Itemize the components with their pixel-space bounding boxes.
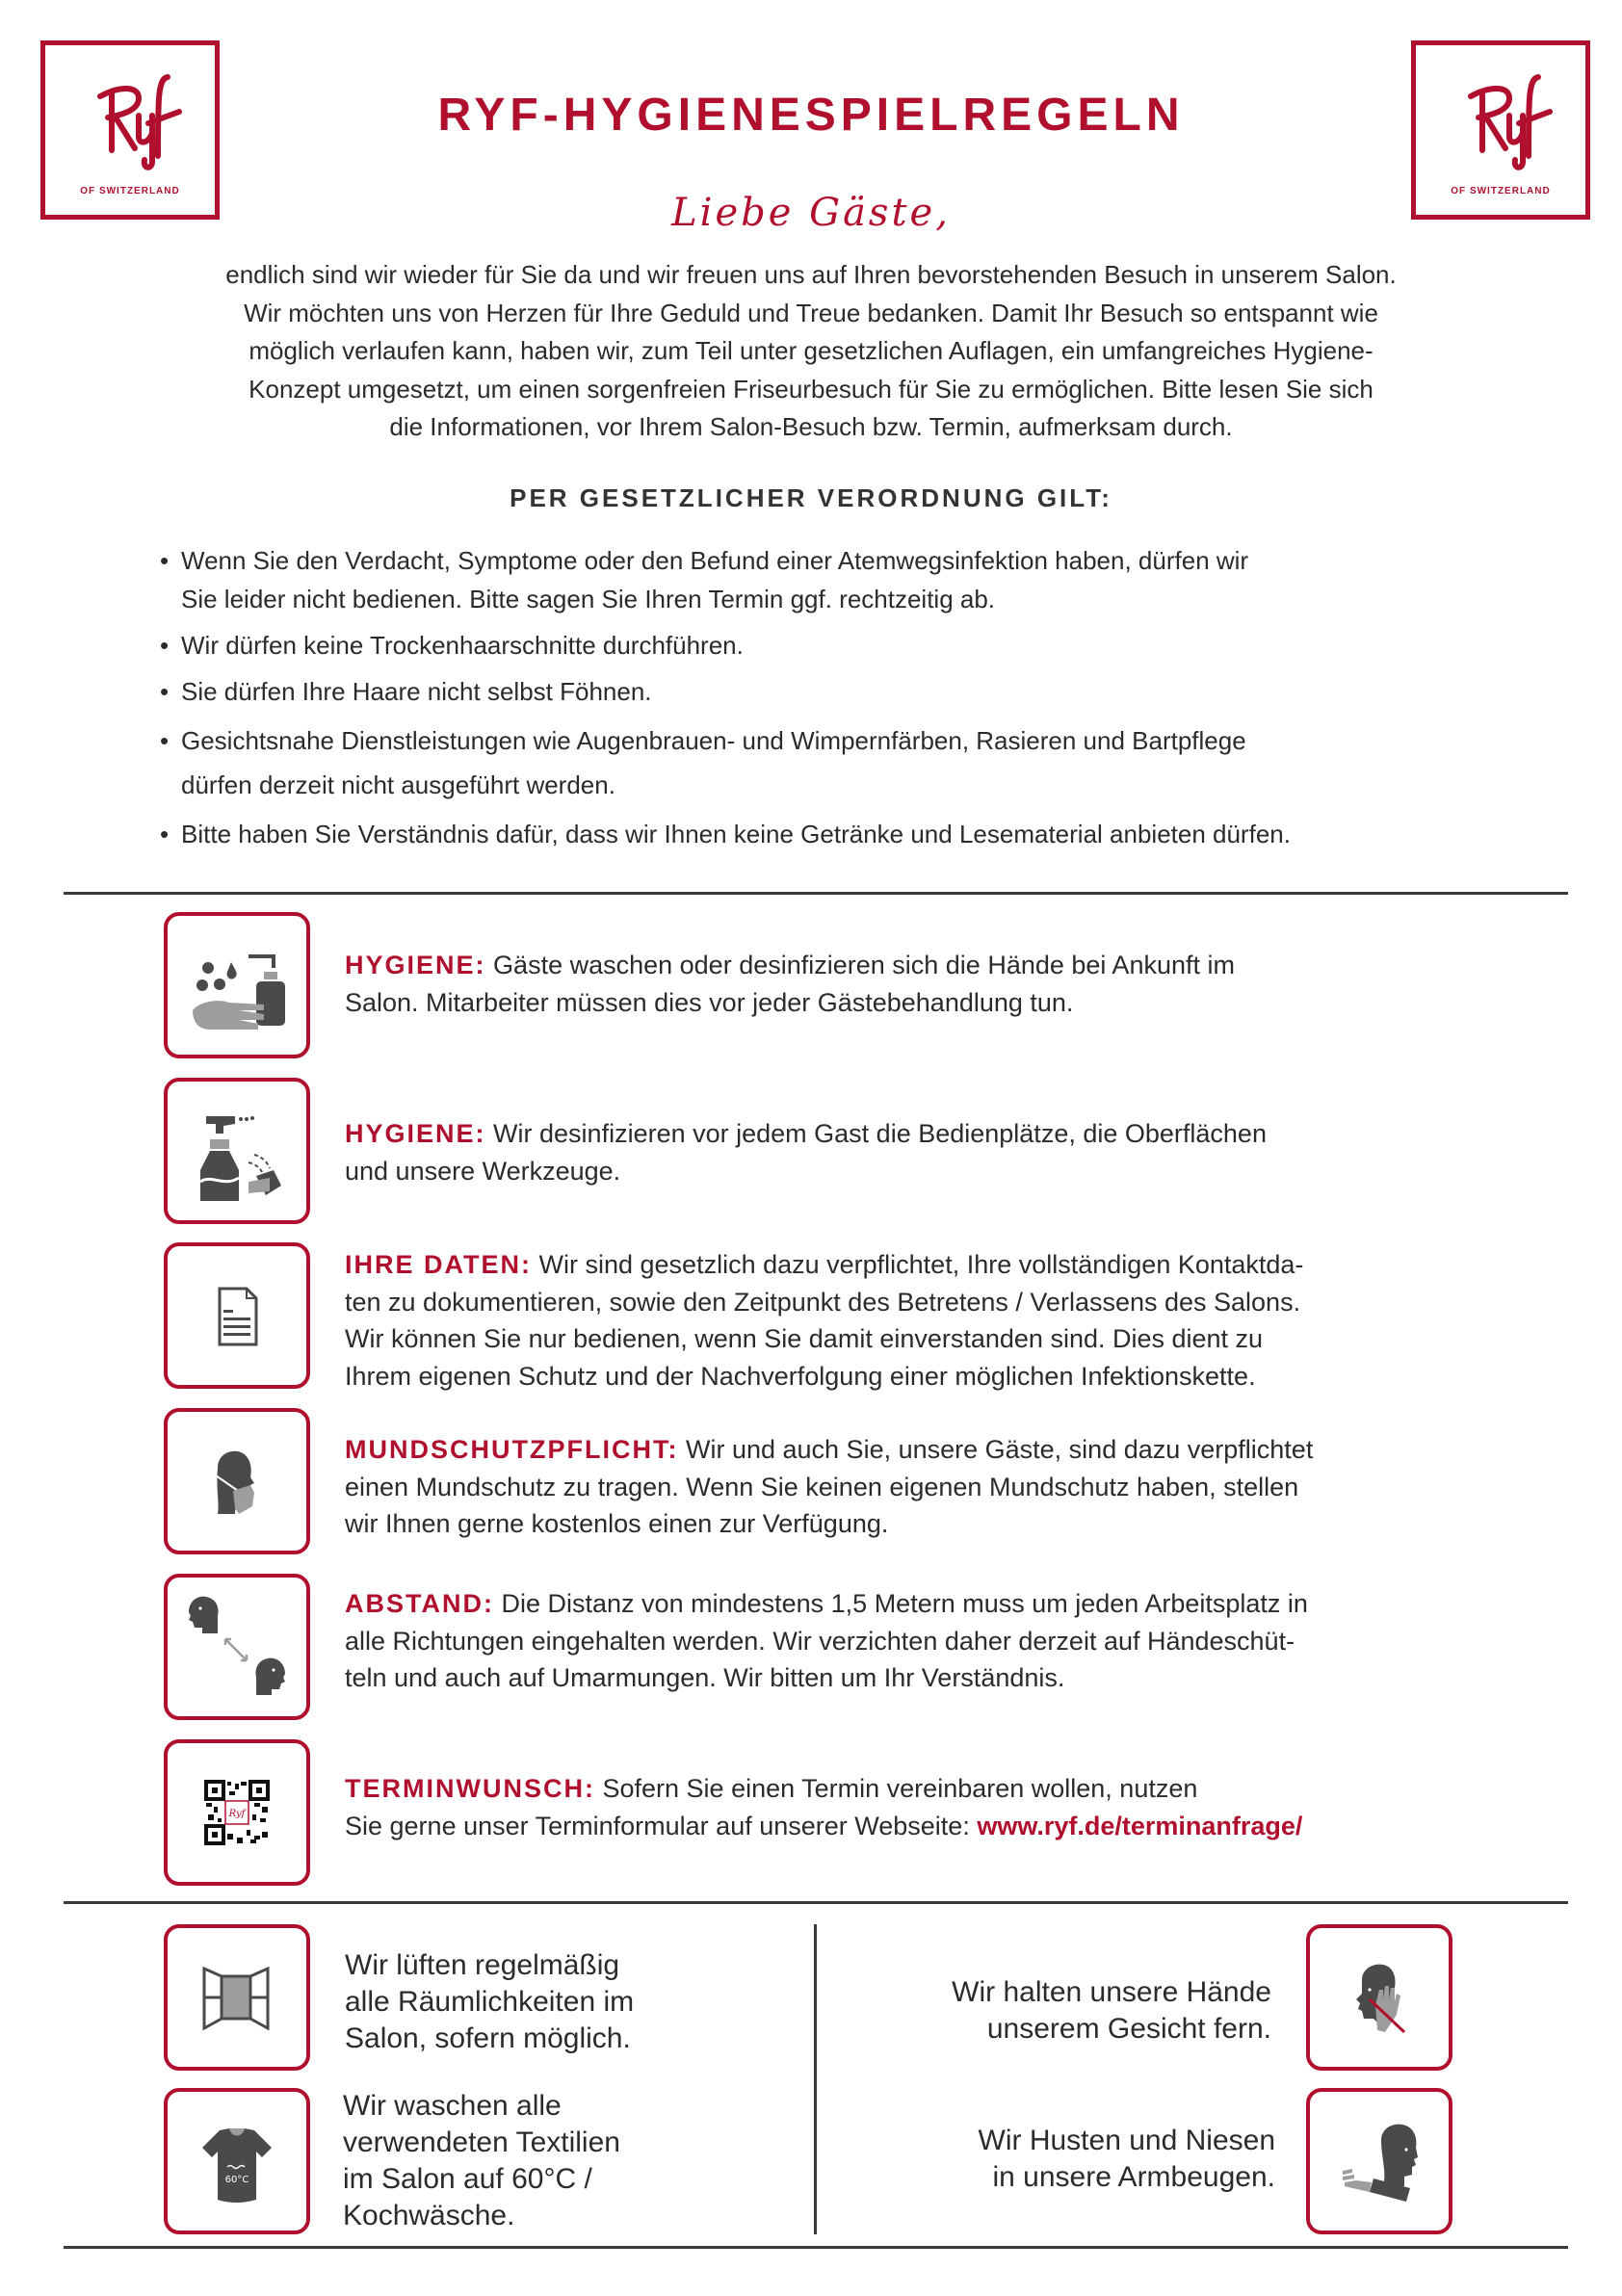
extra-text: alle Räumlichkeiten im xyxy=(345,1986,635,2018)
no-face-touch-icon xyxy=(1323,1942,1435,2053)
rule-text: einen Mundschutz zu tragen. Wenn Sie keinen eigenen Mundschutz haben, stellen xyxy=(345,1472,1299,1501)
bullet-text: dürfen derzeit nicht ausgeführt werden. xyxy=(181,770,615,799)
rule-mask xyxy=(345,1431,1501,1543)
intro-line: möglich verlaufen kann, haben wir, zum Teil unter gesetzlichen Auflagen, ein umfangreiches Hygiene- xyxy=(249,336,1373,365)
rule-text: Sie gerne unser Terminformular auf unserer Webseite: xyxy=(345,1811,970,1840)
rule-text: Wir desinfizieren vor jedem Gast die Bedienplätze, die Oberflächen xyxy=(493,1119,1267,1148)
greeting: Liebe Gäste, xyxy=(671,191,951,235)
rule-label: IHRE DATEN: xyxy=(345,1250,532,1279)
rule-text: Sofern Sie einen Termin vereinbaren wollen, nutzen xyxy=(602,1774,1198,1803)
sneeze-icon-box xyxy=(1306,2088,1452,2234)
tshirt-60c-icon xyxy=(181,2105,293,2217)
extra-text: Wir waschen alle xyxy=(343,2090,562,2122)
icon-label: 60°C xyxy=(224,2175,249,2185)
rule-text: Wir und auch Sie, unsere Gäste, sind dazu verpflichtet xyxy=(685,1435,1314,1464)
qr-code-icon[interactable] xyxy=(181,1757,293,1868)
spray-disinfect-icon xyxy=(181,1095,293,1207)
ventilation-icon-box xyxy=(164,1924,310,2071)
rule-text: Salon. Mitarbeiter müssen dies vor jeder Gästebehandlung tun. xyxy=(345,987,1074,1017)
face-touch-icon-box xyxy=(1306,1924,1452,2071)
bullet-text: • Bitte haben Sie Verständnis dafür, dass wir Ihnen keine Getränke und Lesematerial anbieten dürfen. xyxy=(181,820,1291,848)
extra-text: Salon, sofern möglich. xyxy=(345,2022,631,2054)
distance-icon-box xyxy=(164,1574,310,1720)
rule-label: HYGIENE: xyxy=(345,951,486,979)
rule-label: MUNDSCHUTZPFLICHT: xyxy=(345,1435,679,1464)
vertical-divider xyxy=(814,1924,817,2234)
extra-text: verwendeten Textilien xyxy=(343,2126,620,2158)
bullet-text: • Wenn Sie den Verdacht, Symptome oder den Befund einer Atemwegsinfektion haben, dürfen wir xyxy=(181,546,1249,575)
hygiene-icon-box xyxy=(164,912,310,1058)
rule-text: Wir sind gesetzlich dazu verpflichtet, Ihre vollständigen Kontaktda- xyxy=(538,1250,1304,1279)
rule-hygiene-hands xyxy=(345,947,1501,1021)
rule-label: HYGIENE: xyxy=(345,1119,486,1148)
extra-text: Wir halten unsere Hände xyxy=(952,1976,1271,2008)
logo-tagline: OF SWITZERLAND xyxy=(80,186,180,196)
legal-heading: PER GESETZLICHER VERORDNUNG GILT: xyxy=(510,483,1112,512)
rule-hygiene-surfaces xyxy=(345,1115,1501,1189)
legal-bullet-list xyxy=(156,541,1524,861)
divider xyxy=(64,1901,1568,1904)
extra-text: in unsere Armbeugen. xyxy=(992,2161,1275,2193)
list-item xyxy=(156,718,1524,807)
extra-laundry xyxy=(343,2088,620,2234)
extra-text: Kochwäsche. xyxy=(343,2200,515,2231)
logo-tagline: OF SWITZERLAND xyxy=(1451,186,1551,196)
rule-text: teln und auch auf Umarmungen. Wir bitten um Ihr Verständnis. xyxy=(345,1663,1065,1692)
list-item xyxy=(156,626,1524,665)
extra-ventilation xyxy=(345,1947,634,2057)
qr-icon-box[interactable] xyxy=(164,1739,310,1886)
appointment-link[interactable]: www.ryf.de/terminanfrage/ xyxy=(977,1811,1303,1840)
extra-sneeze xyxy=(848,2123,1275,2196)
rule-text: Wir können Sie nur bedienen, wenn Sie damit einverstanden sind. Dies dient zu xyxy=(345,1324,1264,1353)
data-icon-box xyxy=(164,1242,310,1389)
bullet-text: • Wir dürfen keine Trockenhaarschnitte durchführen. xyxy=(181,631,744,660)
rule-text: und unsere Werkzeuge. xyxy=(345,1156,621,1186)
extra-text: im Salon auf 60°C / xyxy=(343,2163,592,2195)
bullet-text: • Sie dürfen Ihre Haare nicht selbst Föhnen. xyxy=(181,677,652,706)
rule-text: Ihrem eigenen Schutz und der Nachverfolgung einer möglichen Infektionskette. xyxy=(345,1361,1256,1391)
intro-paragraph xyxy=(106,256,1516,447)
rule-text: ten zu dokumentieren, sowie den Zeitpunkt des Betretens / Verlassens des Salons. xyxy=(345,1287,1301,1317)
intro-line: endlich sind wir wieder für Sie da und wir freuen uns auf Ihren bevorstehenden Besuch in unserem Salon. xyxy=(225,260,1397,289)
distance-icon xyxy=(181,1591,293,1703)
mask-icon-box xyxy=(164,1408,310,1554)
rule-label: ABSTAND: xyxy=(345,1589,494,1618)
intro-line: Wir möchten uns von Herzen für Ihre Geduld und Treue bedanken. Damit Ihr Besuch so entspannt wie xyxy=(244,298,1378,327)
laundry-icon-box xyxy=(164,2088,310,2234)
bullet-text: • Gesichtsnahe Dienstleistungen wie Augenbrauen- und Wimpernfärben, Rasieren und Bartpflege xyxy=(181,726,1246,755)
rule-text: wir Ihnen gerne kostenlos einen zur Verfügung. xyxy=(345,1509,889,1538)
divider xyxy=(64,2246,1568,2249)
rule-text: Die Distanz von mindestens 1,5 Metern muss um jeden Arbeitsplatz in xyxy=(501,1589,1308,1618)
list-item xyxy=(156,815,1524,853)
intro-line: Konzept umgesetzt, um einen sorgenfreien Friseurbesuch für Sie zu ermöglichen. Bitte lesen Sie sich xyxy=(249,374,1373,404)
divider xyxy=(64,892,1568,895)
svg-text:Ryf: Ryf xyxy=(228,1809,246,1819)
hygiene-icon-box xyxy=(164,1078,310,1224)
bullet-text: Sie leider nicht bedienen. Bitte sagen Sie Ihren Termin ggf. rechtzeitig ab. xyxy=(181,585,996,613)
window-ventilate-icon xyxy=(181,1942,293,2053)
rule-contact-data xyxy=(345,1246,1501,1395)
hand-wash-icon xyxy=(181,929,293,1041)
rule-label: TERMINWUNSCH: xyxy=(345,1774,595,1803)
face-mask-icon xyxy=(181,1425,293,1537)
rule-text: Gäste waschen oder desinfizieren sich die Hände bei Ankunft im xyxy=(493,951,1235,979)
document-icon xyxy=(181,1260,293,1371)
rule-text: alle Richtungen eingehalten werden. Wir verzichten daher derzeit auf Händeschüt- xyxy=(345,1626,1295,1656)
intro-line: die Informationen, vor Ihrem Salon-Besuch bzw. Termin, aufmerksam durch. xyxy=(389,412,1233,441)
sneeze-elbow-icon xyxy=(1323,2105,1435,2217)
rule-appointment xyxy=(345,1770,1501,1844)
extra-text: Wir lüften regelmäßig xyxy=(345,1949,620,1981)
extra-no-face-touch xyxy=(848,1974,1271,2048)
extra-text: Wir Husten und Niesen xyxy=(978,2125,1275,2156)
page-title: RYF-HYGIENESPIELREGELN xyxy=(437,90,1185,141)
rule-distance xyxy=(345,1585,1501,1697)
list-item xyxy=(156,541,1524,618)
extra-text: unserem Gesicht fern. xyxy=(986,2013,1271,2045)
list-item xyxy=(156,672,1524,711)
